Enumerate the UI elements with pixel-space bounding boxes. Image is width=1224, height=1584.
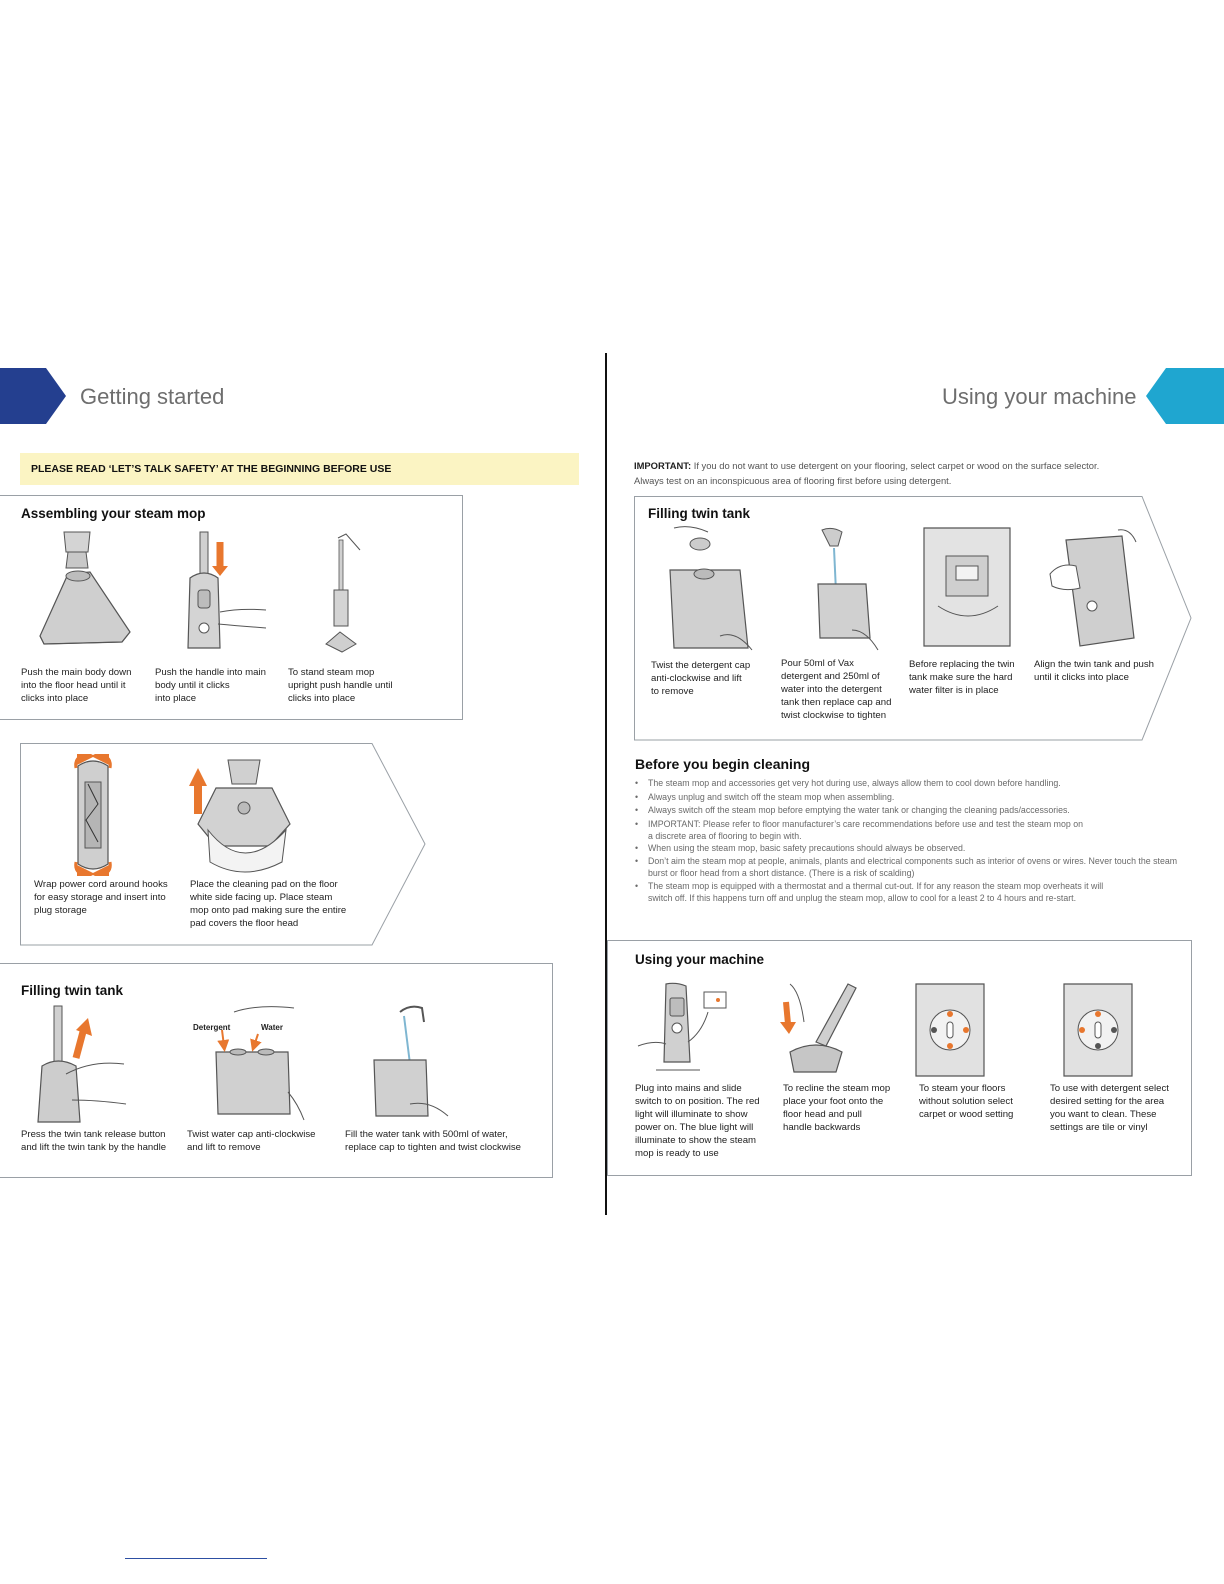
surface-selector-carpet-illustration [912, 982, 988, 1078]
align-tank-illustration [1046, 526, 1142, 650]
safety-notice-banner [20, 453, 579, 485]
pour-detergent-illustration [808, 526, 888, 652]
plug-in-illustration [636, 982, 730, 1078]
detergent-cap-illustration [660, 526, 756, 652]
right-filling-step-4-caption: Align the twin tank and push until it clicks into place [1034, 659, 1155, 683]
safety-notice-text: PLEASE READ ‘LET’S TALK SAFETY’ AT THE BEGINNING BEFORE USE [31, 463, 392, 475]
fill-water-illustration [370, 1004, 450, 1122]
assembling-title: Assembling your steam mop [21, 506, 206, 521]
using-step-4-caption: To use with detergent select desired setting for the area you want to clean. These settings are tile or vinyl [1050, 1083, 1169, 1133]
list-item: • When using the steam mop, basic safety precautions should always be observed. [648, 842, 1188, 856]
storage-step-2-caption: Place the cleaning pad on the floor white side facing up. Place steam mop onto pad making sure the entire pad covers the floor head [190, 879, 347, 929]
important-label: IMPORTANT: [634, 460, 692, 471]
storage-step-1-caption: Wrap power cord around hooks for easy storage and insert into plug storage [34, 879, 168, 916]
list-item: • Don’t aim the steam mop at people, animals, plants and electrical components such as interior of ovens or wires. Never touch the steam burst or floor head from a short distance. (There is a risk of scalding) [648, 855, 1188, 879]
standing-mop-illustration [320, 532, 370, 654]
cleaning-pad-illustration [186, 758, 298, 874]
right-filling-title: Filling twin tank [648, 506, 750, 521]
before-cleaning-title: Before you begin cleaning [635, 756, 811, 772]
handle-insert-illustration [180, 528, 275, 653]
recline-mop-illustration [776, 982, 860, 1078]
important-note: IMPORTANT: If you do not want to use detergent on your flooring, select carpet or wood on the surface selector. Always test on an inconspicuous area of flooring first before using detergent. [634, 460, 1100, 486]
list-item: • IMPORTANT: Please refer to floor manufacturer’s care recommendations before use and test the steam mop on a discrete area of flooring to begin with. [648, 818, 1088, 842]
water-filter-illustration [918, 526, 1018, 650]
left-filling-step-1-caption: Press the twin tank release button and lift the twin tank by the handle [21, 1129, 167, 1153]
using-machine-title: Using your machine [635, 952, 765, 967]
using-step-2-caption: To recline the steam mop place your foot onto the floor head and pull handle backwards [783, 1083, 891, 1133]
assembling-step-1-caption: Push the main body down into the floor head until it clicks into place [21, 667, 132, 704]
right-filling-step-2-caption: Pour 50ml of Vax detergent and 250ml of water into the detergent tank then replace cap and twist clockwise to tighten [781, 658, 892, 721]
left-filling-title: Filling twin tank [21, 983, 123, 998]
list-item: • The steam mop and accessories get very hot during use, always allow them to cool down before handling. [648, 777, 1188, 791]
chevron-left-header-icon [0, 368, 68, 424]
tank-release-illustration [36, 1004, 132, 1124]
detergent-label: Detergent [193, 1023, 231, 1032]
using-step-3-caption: To steam your floors without solution select carpet or wood setting [919, 1083, 1014, 1120]
floor-head-assembly-illustration [32, 528, 132, 648]
left-page-title: Getting started [80, 384, 225, 409]
cord-wrap-illustration [68, 754, 118, 876]
assembling-step-3-caption: To stand steam mop upright push handle until clicks into place [288, 667, 393, 704]
left-filling-step-2-caption: Twist water cap anti-clockwise and lift to remove [187, 1129, 316, 1153]
right-filling-step-3-caption: Before replacing the twin tank make sure the hard water filter is in place [909, 659, 1015, 696]
left-filling-step-3-caption: Fill the water tank with 500ml of water, replace cap to tighten and twist clockwise [345, 1129, 521, 1153]
right-page-title: Using your machine [942, 384, 1137, 409]
using-step-1-caption: Plug into mains and slide switch to on position. The red light will illuminate to show power on. The blue light will illuminate to show the steam mop is ready to use [635, 1083, 760, 1159]
water-cap-illustration [198, 1004, 308, 1124]
surface-selector-tile-illustration [1060, 982, 1136, 1078]
list-item: • Always unplug and switch off the steam mop when assembling. [648, 791, 1188, 805]
footer-rule [125, 1558, 267, 1559]
list-item: • The steam mop is equipped with a thermostat and a thermal cut-out. If for any reason the steam mop overheats it will switch off. If this happens turn off and unplug the steam mop, allow to cool for a least 2 to 4 hours and re-start. [648, 880, 1118, 904]
chevron-right-header-icon [1146, 368, 1224, 424]
assembling-step-2-caption: Push the handle into main body until it clicks into place [155, 667, 266, 704]
before-cleaning-list [634, 777, 1188, 904]
water-label: Water [261, 1023, 283, 1032]
list-item: • Always switch off the steam mop before emptying the water tank or changing the cleaning pads/accessories. [648, 804, 1188, 818]
right-filling-step-1-caption: Twist the detergent cap anti-clockwise and lift to remove [651, 660, 751, 697]
